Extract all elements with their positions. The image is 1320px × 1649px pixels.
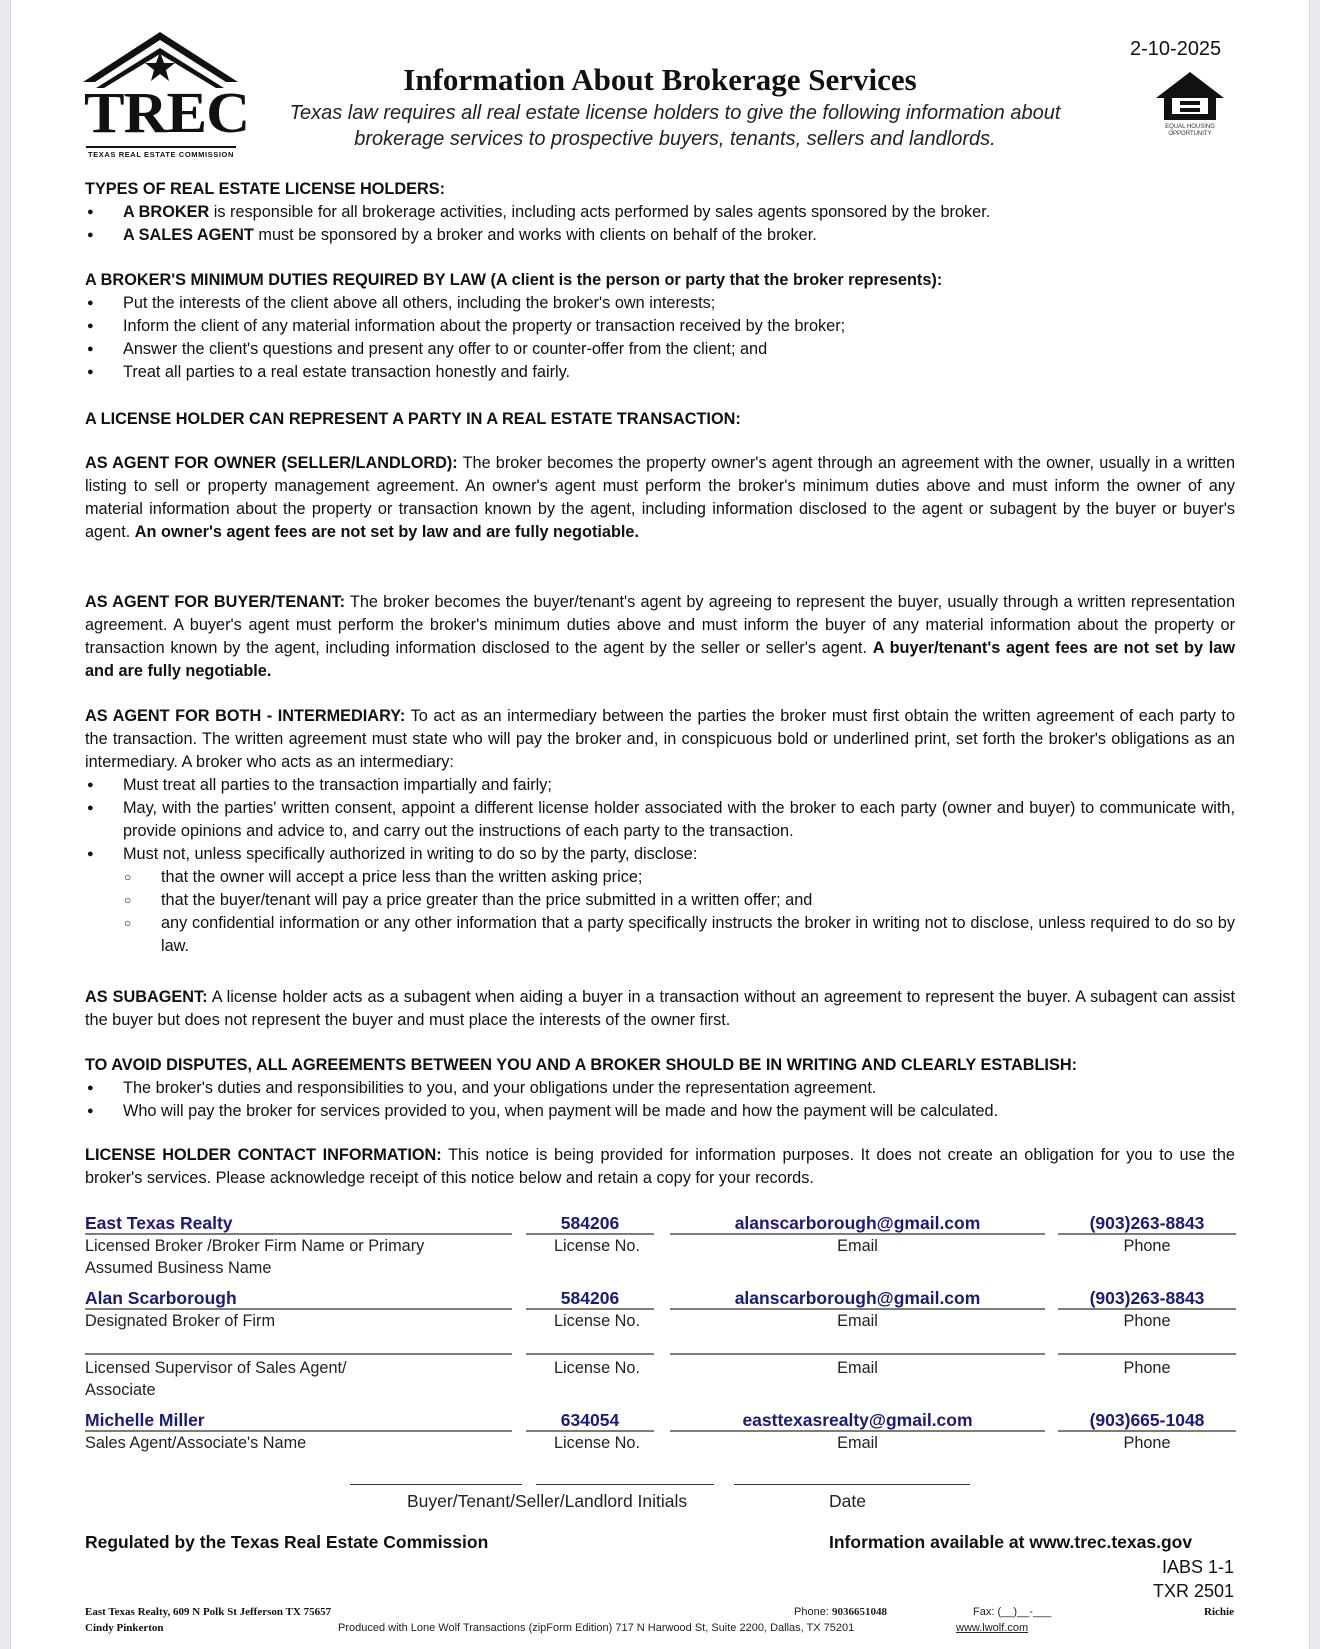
list-item: ● The broker's duties and responsibilities to you, and your obligations under the representation agreement.: [85, 1077, 1235, 1100]
phone-field[interactable]: (903)263-8843: [1089, 1213, 1205, 1233]
list-item: ● Who will pay the broker for services provided to you, when payment will be made and how the payment will be calculated.: [85, 1100, 1235, 1123]
initials-field-2[interactable]: [536, 1484, 714, 1485]
produced-with-text: Produced with Lone Wolf Transactions (zipForm Edition) 717 N Harwood St, Suite 2200, Dallas, TX 75201: [338, 1622, 855, 1634]
duties-section: [85, 269, 1235, 384]
contact-info-section: LICENSE HOLDER CONTACT INFORMATION: This notice is being provided for information purposes. It does not create an obligation for you to use the broker's services. Please acknowledge receipt of this notice below and retain a copy for your records.: [85, 1146, 1235, 1187]
form-id: IABS 1-1: [1161, 1557, 1234, 1577]
form-code: TXR 2501: [1152, 1581, 1234, 1601]
date-field[interactable]: [734, 1484, 970, 1485]
sales-agent-name-field[interactable]: Michelle Miller: [85, 1410, 205, 1430]
list-item: ● Treat all parties to a real estate transaction honestly and fairly.: [85, 361, 1235, 384]
sub-list-item: ○ that the owner will accept a price less than the written asking price;: [85, 866, 1235, 889]
list-item: ● Inform the client of any material information about the property or transaction received by the broker;: [85, 315, 1235, 338]
office-address: East Texas Realty, 609 N Polk St Jefferson TX 75657: [85, 1606, 332, 1618]
list-item: ● Must not, unless specifically authorized in writing to do so by the party, disclose:: [85, 843, 1235, 866]
file-name: Richie: [1204, 1606, 1234, 1618]
license-field-line[interactable]: [526, 1353, 654, 1355]
intermediary-section: AS AGENT FOR BOTH - INTERMEDIARY: To act as an intermediary between the parties the broker must first obtain the written agreement of each party to the transaction. The written agreement must state who will pay the broker and, in conspicuous bold or underlined print, set forth the broker's obligations as an intermediary. A broker who acts as an intermediary: ● Must treat all parties to the transaction impartially and fairly; ● May, with the parties' written consent, appoint a different license holder associated with the broker to each party (owner and buyer) to communicate with, provide opinions and advice to, and carry out the instructions of each party to the transaction. ● Must not, unless specifically authorized in writing to do so by the party, disclose: ○ that the owner will accept a price less than the written asking price; ○ that the buyer/tenant will pay a price greater than the price submitted in a written offer; and ○ any confidential information or any other information that a party specifically instructs the broker in writing not to disclose, unless required to do so by law.: [85, 705, 1235, 958]
equal-housing-icon: [1150, 68, 1230, 124]
trec-website-text: Information available at www.trec.texas.gov: [829, 1532, 1193, 1552]
disputes-heading: TO AVOID DISPUTES, ALL AGREEMENTS BETWEEN YOU AND A BROKER SHOULD BE IN WRITING AND CLEARLY ESTABLISH:: [85, 1056, 1077, 1074]
designated-broker-name-field[interactable]: Alan Scarborough: [85, 1288, 237, 1308]
list-item: ● May, with the parties' written consent, appoint a different license holder associated with the broker to each party (owner and buyer) to communicate with, provide opinions and advice to, and carry out the instructions of each party to the transaction.: [85, 797, 1235, 843]
list-item: ● Must treat all parties to the transaction impartially and fairly;: [85, 774, 1235, 797]
agent-name: Cindy Pinkerton: [85, 1622, 164, 1634]
logo-rule: [86, 146, 236, 148]
list-item: ● Answer the client's questions and present any offer to or counter-offer from the client; and: [85, 338, 1235, 361]
sub-list-item: ○ that the buyer/tenant will pay a price greater than the price submitted in a written offer; and: [85, 889, 1235, 912]
document-date: 2-10-2025: [1130, 38, 1222, 60]
field-line: [85, 1353, 512, 1355]
owner-agent-section: AS AGENT FOR OWNER (SELLER/LANDLORD): The broker becomes the property owner's agent through an agreement with the owner, usually in a written listing to sell or property management agreement. An owner's agent must perform the broker's minimum duties above and must inform the owner of any material information about the property or transaction known by the agent, including information disclosed to the agent or subagent by the buyer or buyer's agent. An owner's agent fees are not set by law and are fully negotiable.: [85, 454, 1235, 541]
regulated-by-text: Regulated by the Texas Real Estate Commission: [85, 1532, 489, 1552]
subagent-section: AS SUBAGENT: A license holder acts as a subagent when aiding a buyer in a transaction without an agreement to represent the buyer. A subagent can assist the buyer but does not represent the buyer and must place the interests of the owner first.: [85, 988, 1235, 1029]
lwolf-link[interactable]: www.lwolf.com: [956, 1622, 1029, 1634]
phone-field[interactable]: (903)263-8843: [1089, 1288, 1205, 1308]
page-title: Information About Brokerage Services: [403, 62, 917, 97]
buyer-agent-section: AS AGENT FOR BUYER/TENANT: The broker becomes the buyer/tenant's agent by agreeing to represent the buyer, usually through a written representation agreement. A buyer's agent must perform the broker's minimum duties above and must inform the buyer of any material information about the property or transaction known by the agent, including information disclosed to the agent by the seller or seller's agent. A buyer/tenant's agent fees are not set by law and are fully negotiable.: [85, 593, 1236, 680]
footer-phone: Phone: 9036651048: [794, 1606, 887, 1618]
sub-list-item: ○ any confidential information or any other information that a party specifically instructs the broker in writing not to disclose, unless required to do so by law.: [85, 912, 1235, 958]
types-section: [85, 178, 1235, 247]
disputes-section: [85, 1054, 1235, 1123]
license-field[interactable]: 634054: [560, 1410, 620, 1430]
types-heading: TYPES OF REAL ESTATE LICENSE HOLDERS:: [85, 180, 446, 198]
email-field[interactable]: easttexasrealty@gmail.com: [742, 1410, 973, 1430]
page-subtitle: Texas law requires all real estate license holders to give the following information about brokerage services to prospective buyers, tenants, sellers and landlords.: [289, 102, 1061, 150]
email-field-line[interactable]: [670, 1353, 1045, 1355]
trec-logo: TREC TEXAS REAL ESTATE COMMISSION: [78, 30, 243, 160]
duties-heading: A BROKER'S MINIMUM DUTIES REQUIRED BY LAW (A client is the person or party that the broker represents):: [85, 271, 943, 289]
email-field[interactable]: alanscarborough@gmail.com: [734, 1213, 981, 1233]
license-field[interactable]: 584206: [560, 1288, 620, 1308]
footer-fax: Fax: (__)__-___: [973, 1606, 1052, 1618]
list-item: ● A SALES AGENT must be sponsored by a broker and works with clients on behalf of the broker.: [85, 224, 1235, 247]
initials-field-1[interactable]: [350, 1484, 522, 1485]
broker-firm-name-field[interactable]: East Texas Realty: [85, 1213, 233, 1233]
equal-housing-logo: EQUAL HOUSING OPPORTUNITY: [1150, 68, 1230, 148]
represent-heading: A LICENSE HOLDER CAN REPRESENT A PARTY IN A REAL ESTATE TRANSACTION:: [85, 410, 741, 428]
list-item: ● A BROKER is responsible for all brokerage activities, including acts performed by sales agents sponsored by the broker.: [85, 201, 1235, 224]
email-field[interactable]: alanscarborough@gmail.com: [734, 1288, 981, 1308]
license-field[interactable]: 584206: [560, 1213, 620, 1233]
phone-field-line[interactable]: [1058, 1353, 1236, 1355]
phone-field[interactable]: (903)665-1048: [1089, 1410, 1205, 1430]
list-item: ● Put the interests of the client above all others, including the broker's own interests;: [85, 292, 1235, 315]
